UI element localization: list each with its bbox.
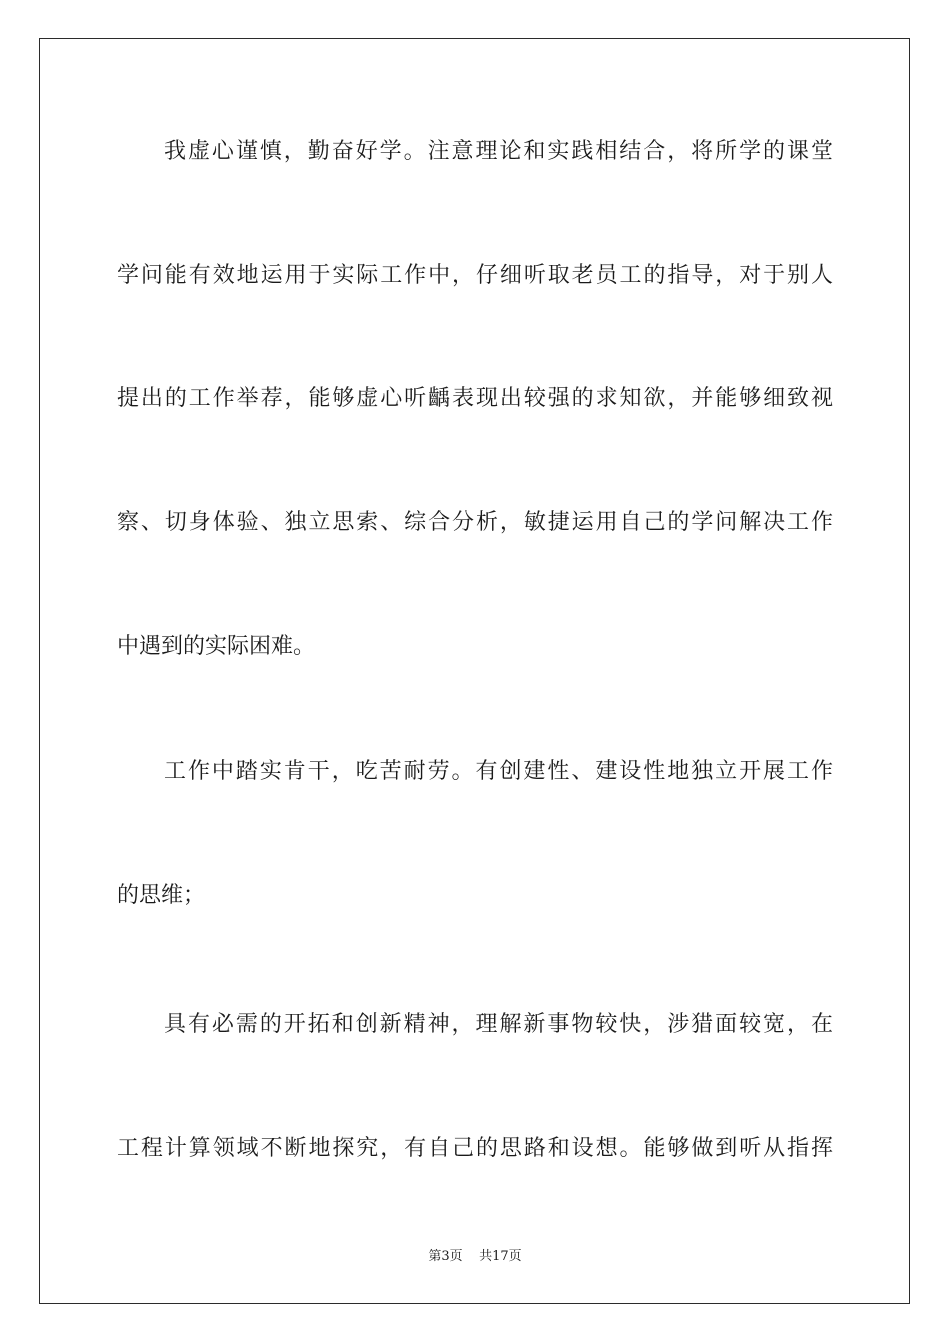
- paragraph-2-line-2: 的思维；: [117, 883, 206, 908]
- paragraph-1-line-1: 我虚心谨慎，勤奋好学。注意理论和实践相结合，将所学的课堂: [164, 139, 833, 164]
- paragraph-3-line-1: 具有必需的开拓和创新精神，理解新事物较快，涉猎面较宽，在: [164, 1012, 833, 1037]
- paragraph-1-line-4: 察、切身体验、独立思索、综合分析，敏捷运用自己的学问解决工作: [117, 510, 833, 535]
- paragraph-2-line-1: 工作中踏实肯干，吃苦耐劳。有创建性、建设性地独立开展工作: [164, 759, 833, 784]
- page-border: [39, 38, 910, 1304]
- paragraph-3-line-2: 工程计算领域不断地探究，有自己的思路和设想。能够做到听从指挥: [117, 1136, 833, 1161]
- paragraph-1-line-5: 中遇到的实际困难。: [117, 634, 316, 659]
- paragraph-1-line-3: 提出的工作举荐，能够虚心听齲表现出较强的求知欲，并能够细致视: [117, 386, 833, 411]
- paragraph-1-line-2: 学问能有效地运用于实际工作中，仔细听取老员工的指导，对于别人: [117, 263, 833, 288]
- page-number-footer: 第3页 共17页: [428, 1249, 522, 1264]
